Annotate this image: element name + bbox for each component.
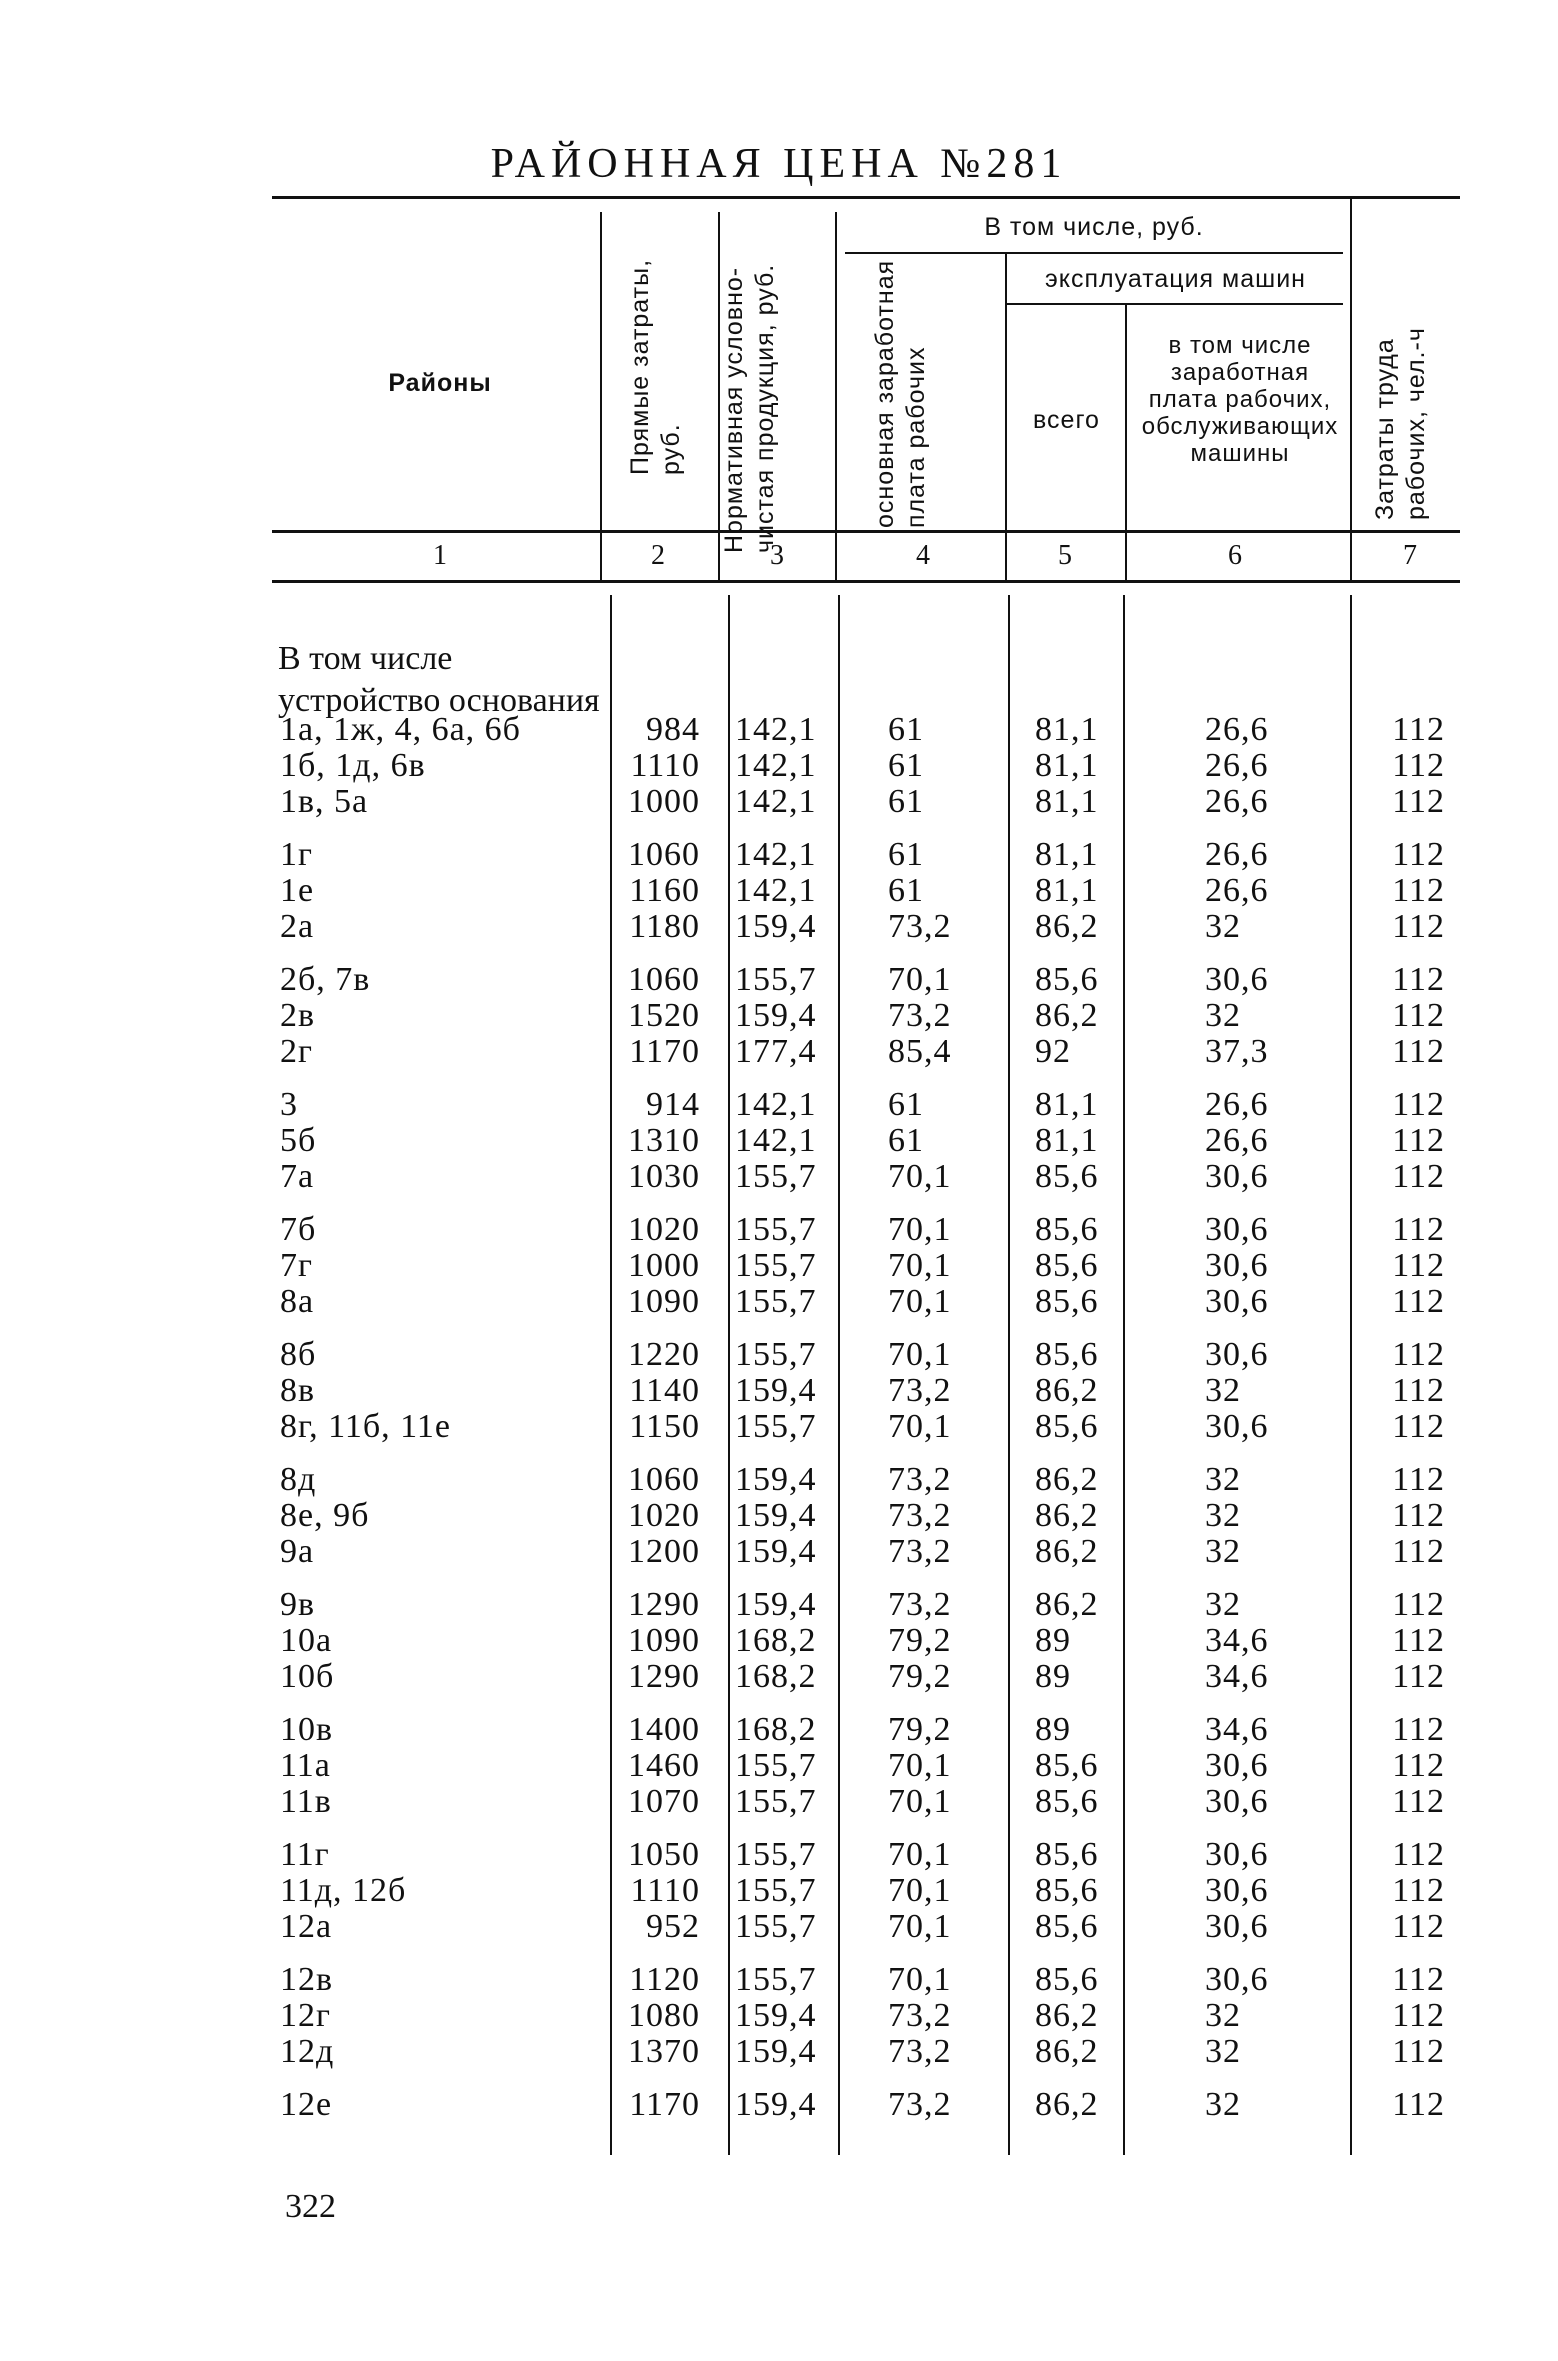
row-base-wage: 73,2 [888, 997, 952, 1034]
row-labor-costs: 112 [1392, 1783, 1445, 1820]
row-machines-wage: 30,6 [1205, 1908, 1269, 1945]
row-base-wage: 70,1 [888, 1872, 952, 1909]
row-labor-costs: 112 [1392, 1836, 1445, 1873]
row-machines-wage: 30,6 [1205, 1211, 1269, 1248]
row-direct-costs: 1460 [628, 1747, 700, 1784]
row-district: 7г [280, 1247, 313, 1284]
row-labor-costs: 112 [1392, 1283, 1445, 1320]
row-normative-product: 142,1 [735, 1122, 817, 1159]
row-direct-costs: 1110 [630, 747, 700, 784]
row-machines-total: 85,6 [1035, 1408, 1099, 1445]
row-district: 10а [280, 1622, 333, 1659]
body-col-divider [728, 595, 730, 2155]
row-normative-product: 155,7 [735, 1961, 817, 1998]
row-machines-wage: 26,6 [1205, 1122, 1269, 1159]
row-normative-product: 142,1 [735, 747, 817, 784]
header-bottom-rule [272, 530, 1460, 533]
row-base-wage: 70,1 [888, 1283, 952, 1320]
row-direct-costs: 1120 [629, 1961, 700, 1998]
row-direct-costs: 1000 [628, 1247, 700, 1284]
header-col-divider [835, 212, 837, 582]
row-machines-total: 86,2 [1035, 908, 1099, 945]
row-district: 10в [280, 1711, 334, 1748]
row-machines-total: 89 [1035, 1622, 1071, 1659]
row-direct-costs: 1110 [630, 1872, 700, 1909]
row-labor-costs: 112 [1392, 961, 1445, 998]
row-machines-total: 86,2 [1035, 1533, 1099, 1570]
row-direct-costs: 1200 [628, 1533, 700, 1570]
row-direct-costs: 1400 [628, 1711, 700, 1748]
row-base-wage: 70,1 [888, 1211, 952, 1248]
row-base-wage: 61 [888, 1122, 924, 1159]
row-direct-costs: 1090 [628, 1283, 700, 1320]
row-normative-product: 142,1 [735, 836, 817, 873]
row-base-wage: 61 [888, 711, 924, 748]
row-machines-total: 85,6 [1035, 1783, 1099, 1820]
row-normative-product: 142,1 [735, 711, 817, 748]
row-machines-total: 85,6 [1035, 1908, 1099, 1945]
row-normative-product: 155,7 [735, 961, 817, 998]
row-machines-wage: 32 [1205, 908, 1241, 945]
header-zatraty-truda: Затраты труда рабочих, чел.-ч [1371, 327, 1430, 520]
row-normative-product: 168,2 [735, 1622, 817, 1659]
row-base-wage: 61 [888, 836, 924, 873]
row-labor-costs: 112 [1392, 908, 1445, 945]
row-machines-total: 85,6 [1035, 1747, 1099, 1784]
row-base-wage: 73,2 [888, 1997, 952, 2034]
row-direct-costs: 1080 [628, 1997, 700, 2034]
row-machines-total: 85,6 [1035, 961, 1099, 998]
header-col-divider [600, 212, 602, 582]
row-district: 1б, 1д, 6в [280, 747, 426, 784]
row-direct-costs: 1220 [628, 1336, 700, 1373]
row-district: 11в [280, 1783, 332, 1820]
row-direct-costs: 984 [646, 711, 700, 748]
body-col-divider [1350, 595, 1352, 2155]
row-labor-costs: 112 [1392, 1908, 1445, 1945]
row-normative-product: 155,7 [735, 1747, 817, 1784]
row-machines-wage: 26,6 [1205, 711, 1269, 748]
row-machines-total: 92 [1035, 1033, 1071, 1070]
row-machines-wage: 30,6 [1205, 1872, 1269, 1909]
row-district: 3 [280, 1086, 298, 1123]
row-base-wage: 85,4 [888, 1033, 952, 1070]
row-direct-costs: 1310 [628, 1122, 700, 1159]
row-machines-wage: 30,6 [1205, 1283, 1269, 1320]
row-district: 12а [280, 1908, 333, 1945]
row-machines-wage: 26,6 [1205, 836, 1269, 873]
row-normative-product: 159,4 [735, 908, 817, 945]
row-direct-costs: 1170 [629, 2086, 700, 2123]
row-direct-costs: 1030 [628, 1158, 700, 1195]
row-normative-product: 155,7 [735, 1408, 817, 1445]
row-machines-total: 86,2 [1035, 1372, 1099, 1409]
row-machines-total: 85,6 [1035, 1336, 1099, 1373]
row-normative-product: 142,1 [735, 783, 817, 820]
row-labor-costs: 112 [1392, 1586, 1445, 1623]
row-machines-wage: 26,6 [1205, 783, 1269, 820]
row-base-wage: 79,2 [888, 1622, 952, 1659]
row-direct-costs: 1060 [628, 961, 700, 998]
row-district: 11а [280, 1747, 331, 1784]
row-district: 2а [280, 908, 315, 945]
row-base-wage: 73,2 [888, 1533, 952, 1570]
row-labor-costs: 112 [1392, 872, 1445, 909]
row-district: 8д [280, 1461, 317, 1498]
row-base-wage: 73,2 [888, 1586, 952, 1623]
header-sub-rule-machines [1005, 303, 1343, 305]
colnum-6: 6 [1228, 540, 1242, 571]
row-machines-total: 85,6 [1035, 1283, 1099, 1320]
row-labor-costs: 112 [1392, 1997, 1445, 2034]
row-labor-costs: 112 [1392, 1408, 1445, 1445]
row-labor-costs: 112 [1392, 783, 1445, 820]
row-base-wage: 70,1 [888, 1747, 952, 1784]
header-vsego: всего [1033, 406, 1100, 434]
row-base-wage: 61 [888, 872, 924, 909]
row-machines-wage: 32 [1205, 1533, 1241, 1570]
header-pryamye: Прямые затраты, руб. [626, 258, 685, 475]
row-normative-product: 159,4 [735, 1533, 817, 1570]
row-district: 8а [280, 1283, 315, 1320]
row-labor-costs: 112 [1392, 1211, 1445, 1248]
body-col-divider [838, 595, 840, 2155]
row-normative-product: 142,1 [735, 1086, 817, 1123]
colnum-2: 2 [651, 540, 665, 571]
row-district: 1г [280, 836, 313, 873]
row-district: 8в [280, 1372, 316, 1409]
row-labor-costs: 112 [1392, 2033, 1445, 2070]
row-normative-product: 155,7 [735, 1211, 817, 1248]
row-labor-costs: 112 [1392, 1372, 1445, 1409]
row-base-wage: 73,2 [888, 908, 952, 945]
row-labor-costs: 112 [1392, 1247, 1445, 1284]
row-labor-costs: 112 [1392, 997, 1445, 1034]
colnum-bottom-rule [272, 580, 1460, 583]
row-base-wage: 70,1 [888, 1158, 952, 1195]
row-labor-costs: 112 [1392, 1158, 1445, 1195]
row-labor-costs: 112 [1392, 1658, 1445, 1695]
row-machines-wage: 30,6 [1205, 1961, 1269, 1998]
row-machines-wage: 37,3 [1205, 1033, 1269, 1070]
row-labor-costs: 112 [1392, 1122, 1445, 1159]
row-base-wage: 61 [888, 747, 924, 784]
row-base-wage: 73,2 [888, 2086, 952, 2123]
row-machines-wage: 30,6 [1205, 1783, 1269, 1820]
row-district: 1в, 5а [280, 783, 369, 820]
row-district: 12г [280, 1997, 331, 2034]
row-normative-product: 155,7 [735, 1836, 817, 1873]
row-machines-wage: 26,6 [1205, 747, 1269, 784]
row-direct-costs: 1000 [628, 783, 700, 820]
row-machines-total: 85,6 [1035, 1211, 1099, 1248]
row-machines-wage: 30,6 [1205, 1408, 1269, 1445]
row-normative-product: 159,4 [735, 1497, 817, 1534]
row-normative-product: 155,7 [735, 1247, 817, 1284]
body-col-divider [1123, 595, 1125, 2155]
row-machines-total: 86,2 [1035, 2033, 1099, 2070]
row-machines-total: 86,2 [1035, 1997, 1099, 2034]
row-district: 9а [280, 1533, 315, 1570]
row-machines-wage: 32 [1205, 1372, 1241, 1409]
row-machines-wage: 32 [1205, 1586, 1241, 1623]
header-osnovnaya: основная заработная плата рабочих [871, 259, 930, 528]
row-base-wage: 79,2 [888, 1658, 952, 1695]
row-machines-total: 81,1 [1035, 872, 1099, 909]
row-base-wage: 70,1 [888, 1247, 952, 1284]
colnum-5: 5 [1058, 540, 1072, 571]
header-col-divider [1350, 198, 1352, 582]
row-machines-total: 85,6 [1035, 1836, 1099, 1873]
row-machines-wage: 30,6 [1205, 1336, 1269, 1373]
row-direct-costs: 1070 [628, 1783, 700, 1820]
row-machines-total: 81,1 [1035, 711, 1099, 748]
row-direct-costs: 1370 [628, 2033, 700, 2070]
row-base-wage: 73,2 [888, 1497, 952, 1534]
row-base-wage: 70,1 [888, 961, 952, 998]
row-machines-wage: 32 [1205, 1997, 1241, 2034]
page-title: РАЙОННАЯ ЦЕНА №281 [490, 141, 1068, 187]
row-base-wage: 79,2 [888, 1711, 952, 1748]
row-direct-costs: 1180 [629, 908, 700, 945]
row-district: 7а [280, 1158, 315, 1195]
row-machines-total: 86,2 [1035, 1586, 1099, 1623]
row-labor-costs: 112 [1392, 1461, 1445, 1498]
row-machines-total: 86,2 [1035, 997, 1099, 1034]
row-machines-wage: 34,6 [1205, 1711, 1269, 1748]
row-machines-total: 86,2 [1035, 2086, 1099, 2123]
row-labor-costs: 112 [1392, 1033, 1445, 1070]
row-normative-product: 159,4 [735, 1586, 817, 1623]
row-direct-costs: 952 [646, 1908, 700, 1945]
colnum-4: 4 [916, 540, 930, 571]
row-normative-product: 155,7 [735, 1783, 817, 1820]
row-machines-total: 81,1 [1035, 747, 1099, 784]
row-district: 8б [280, 1336, 317, 1373]
row-machines-wage: 30,6 [1205, 1247, 1269, 1284]
section-label: В том числе устройство основания [278, 640, 600, 719]
row-labor-costs: 112 [1392, 1872, 1445, 1909]
row-district: 2в [280, 997, 316, 1034]
row-labor-costs: 112 [1392, 2086, 1445, 2123]
colnum-1: 1 [433, 540, 447, 571]
row-machines-wage: 30,6 [1205, 1158, 1269, 1195]
row-normative-product: 159,4 [735, 997, 817, 1034]
row-base-wage: 70,1 [888, 1961, 952, 1998]
row-normative-product: 177,4 [735, 1033, 817, 1070]
row-machines-wage: 34,6 [1205, 1622, 1269, 1659]
row-machines-total: 85,6 [1035, 1247, 1099, 1284]
row-normative-product: 159,4 [735, 1461, 817, 1498]
row-labor-costs: 112 [1392, 1533, 1445, 1570]
row-machines-wage: 32 [1205, 997, 1241, 1034]
colnum-3: 3 [770, 540, 784, 571]
colnum-7: 7 [1403, 540, 1417, 571]
row-district: 9в [280, 1586, 316, 1623]
row-machines-wage: 26,6 [1205, 1086, 1269, 1123]
row-district: 1а, 1ж, 4, 6а, 6б [280, 711, 521, 748]
row-district: 12д [280, 2033, 335, 2070]
row-district: 2б, 7в [280, 961, 371, 998]
row-labor-costs: 112 [1392, 1622, 1445, 1659]
row-machines-total: 89 [1035, 1711, 1071, 1748]
row-direct-costs: 1090 [628, 1622, 700, 1659]
row-district: 1е [280, 872, 315, 909]
row-direct-costs: 1170 [629, 1033, 700, 1070]
row-normative-product: 155,7 [735, 1908, 817, 1945]
row-machines-total: 81,1 [1035, 783, 1099, 820]
row-normative-product: 155,7 [735, 1158, 817, 1195]
row-direct-costs: 1140 [629, 1372, 700, 1409]
table-top-rule [272, 196, 1460, 199]
header-v-tom-chisle: В том числе, руб. [984, 213, 1204, 241]
row-direct-costs: 914 [646, 1086, 700, 1123]
row-normative-product: 159,4 [735, 1997, 817, 2034]
row-normative-product: 168,2 [735, 1658, 817, 1695]
row-labor-costs: 112 [1392, 1336, 1445, 1373]
row-labor-costs: 112 [1392, 1711, 1445, 1748]
row-district: 8е, 9б [280, 1497, 370, 1534]
row-base-wage: 73,2 [888, 1461, 952, 1498]
row-machines-wage: 32 [1205, 1461, 1241, 1498]
row-direct-costs: 1060 [628, 836, 700, 873]
header-col-divider [1005, 253, 1007, 582]
row-machines-total: 85,6 [1035, 1158, 1099, 1195]
row-machines-total: 86,2 [1035, 1497, 1099, 1534]
row-base-wage: 61 [888, 783, 924, 820]
row-direct-costs: 1290 [628, 1586, 700, 1623]
row-district: 12е [280, 2086, 333, 2123]
header-raiony: Районы [388, 369, 492, 397]
row-machines-total: 81,1 [1035, 836, 1099, 873]
row-district: 11д, 12б [280, 1872, 407, 1909]
row-district: 8г, 11б, 11е [280, 1408, 451, 1445]
row-normative-product: 142,1 [735, 872, 817, 909]
row-district: 10б [280, 1658, 335, 1695]
page-number: 322 [285, 2188, 336, 2225]
row-district: 11г [280, 1836, 330, 1873]
row-labor-costs: 112 [1392, 747, 1445, 784]
row-labor-costs: 112 [1392, 1961, 1445, 1998]
row-normative-product: 159,4 [735, 1372, 817, 1409]
row-direct-costs: 1060 [628, 1461, 700, 1498]
header-v-tom-chisle-zp: в том числе заработная плата рабочих, обслуживающих машины [1141, 332, 1339, 467]
header-ekspluatatsiya: эксплуатация машин [1045, 265, 1306, 293]
row-normative-product: 155,7 [735, 1336, 817, 1373]
row-normative-product: 168,2 [735, 1711, 817, 1748]
row-district: 12в [280, 1961, 334, 1998]
row-labor-costs: 112 [1392, 711, 1445, 748]
row-direct-costs: 1160 [629, 872, 700, 909]
row-direct-costs: 1520 [628, 997, 700, 1034]
row-base-wage: 73,2 [888, 2033, 952, 2070]
row-machines-total: 85,6 [1035, 1961, 1099, 1998]
row-base-wage: 70,1 [888, 1336, 952, 1373]
row-machines-wage: 30,6 [1205, 1836, 1269, 1873]
row-direct-costs: 1020 [628, 1211, 700, 1248]
row-normative-product: 159,4 [735, 2086, 817, 2123]
row-normative-product: 159,4 [735, 2033, 817, 2070]
row-base-wage: 70,1 [888, 1783, 952, 1820]
row-machines-wage: 32 [1205, 2086, 1241, 2123]
row-district: 7б [280, 1211, 317, 1248]
row-machines-wage: 26,6 [1205, 872, 1269, 909]
header-normativnaya: Нормативная условно-чистая продукция, руб. [720, 263, 779, 553]
row-labor-costs: 112 [1392, 1086, 1445, 1123]
row-normative-product: 155,7 [735, 1283, 817, 1320]
row-labor-costs: 112 [1392, 1747, 1445, 1784]
row-base-wage: 70,1 [888, 1836, 952, 1873]
row-machines-wage: 34,6 [1205, 1658, 1269, 1695]
row-base-wage: 61 [888, 1086, 924, 1123]
row-direct-costs: 1150 [629, 1408, 700, 1445]
row-machines-wage: 30,6 [1205, 1747, 1269, 1784]
row-machines-wage: 30,6 [1205, 961, 1269, 998]
row-machines-total: 86,2 [1035, 1461, 1099, 1498]
row-direct-costs: 1020 [628, 1497, 700, 1534]
row-machines-wage: 32 [1205, 1497, 1241, 1534]
row-machines-wage: 32 [1205, 2033, 1241, 2070]
row-direct-costs: 1050 [628, 1836, 700, 1873]
row-labor-costs: 112 [1392, 836, 1445, 873]
row-machines-total: 89 [1035, 1658, 1071, 1695]
row-district: 5б [280, 1122, 317, 1159]
row-machines-total: 85,6 [1035, 1872, 1099, 1909]
row-labor-costs: 112 [1392, 1497, 1445, 1534]
row-district: 2г [280, 1033, 313, 1070]
header-col-divider [1125, 305, 1127, 582]
body-col-divider [1008, 595, 1010, 2155]
row-direct-costs: 1290 [628, 1658, 700, 1695]
row-base-wage: 70,1 [888, 1408, 952, 1445]
row-base-wage: 73,2 [888, 1372, 952, 1409]
row-base-wage: 70,1 [888, 1908, 952, 1945]
row-machines-total: 81,1 [1035, 1122, 1099, 1159]
row-machines-total: 81,1 [1035, 1086, 1099, 1123]
row-normative-product: 155,7 [735, 1872, 817, 1909]
